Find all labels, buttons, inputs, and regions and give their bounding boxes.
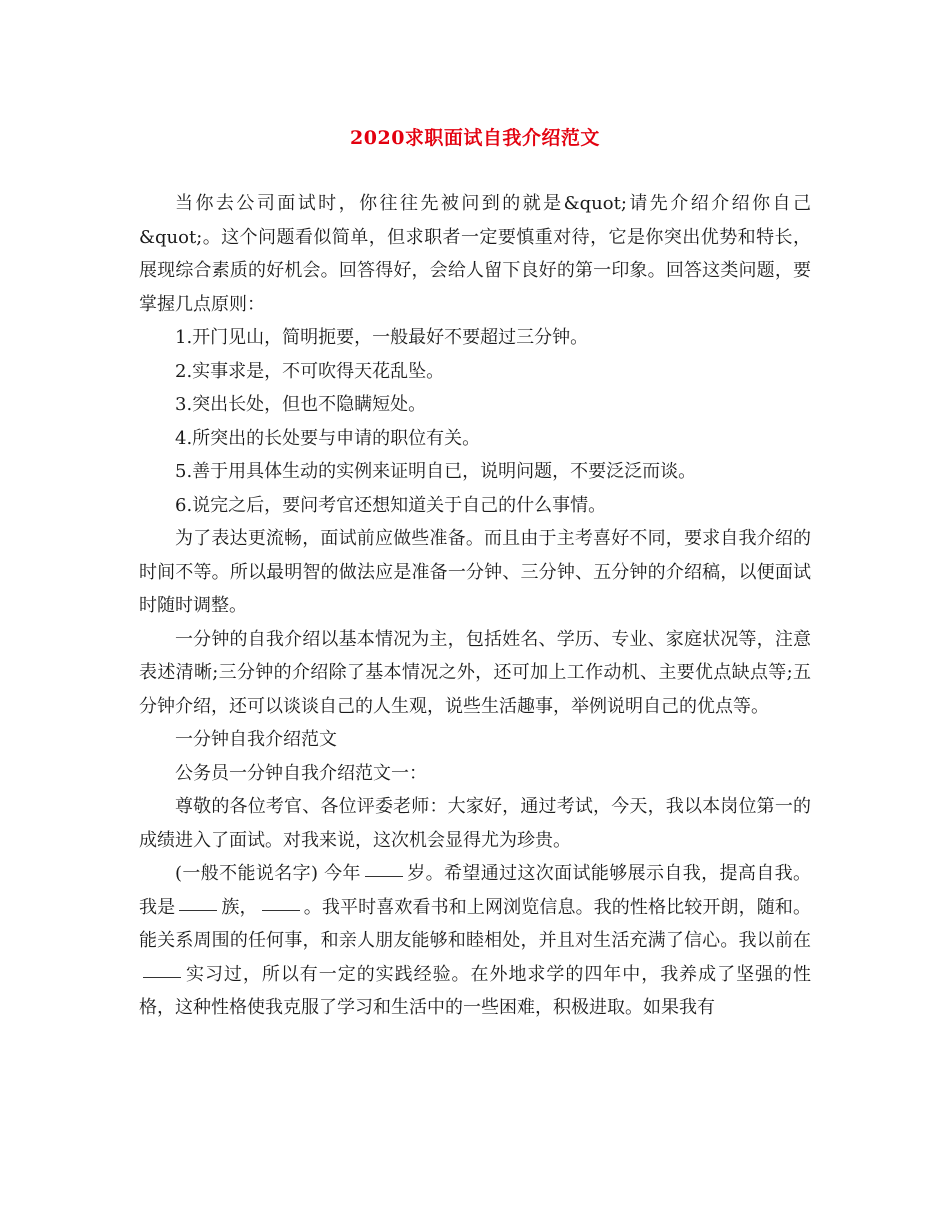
identity-blank [262,909,300,911]
ethnicity-blank [179,909,217,911]
greeting-paragraph: 尊敬的各位考官、各位评委老师：大家好，通过考试，今天，我以本岗位第一的成绩进入了面试。对我来说，这次机会显得尤为珍贵。 [139,796,811,851]
content-paragraph: 一分钟的自我介绍以基本情况为主，包括姓名、学历、专业、家庭状况等，注意表述清晰;三分钟的介绍除了基本情况之外，还可加上工作动机、主要优点缺点等;五分钟介绍，还可以谈谈自己的人生观，说些生活趣事，举例说明自己的优点等。 [139,628,811,717]
self-intro-text-c: 族， [221,896,258,918]
list-item-1: 1.开门见山，简明扼要，一般最好不要超过三分钟。 [175,327,589,348]
section-heading: 一分钟自我介绍范文 [175,729,337,750]
self-intro-text-e: 实习过，所以有一定的实践经验。在外地求学的四年中，我养成了坚强的性格，这种性格使我克服了学习和生活中的一些困难，积极进取。如果我有 [139,963,811,1018]
list-item-4: 4.所突出的长处要与申请的职位有关。 [175,427,481,449]
list-item-6: 6.说完之后，要问考官还想知道关于自己的什么事情。 [175,494,607,516]
list-item-3: 3.突出长处，但也不隐瞒短处。 [175,394,427,415]
list-item-5: 5.善于用具体生动的实例来证明自已，说明问题，不要泛泛而谈。 [175,461,697,482]
document-title: 2020求职面试自我介绍范文 [350,127,600,149]
self-intro-text-d: 。我平时喜欢看书和上网浏览信息。我的性格比较开朗，随和。能关系周围的任何事，和亲人朋友能够和睦相处，并且对生活充满了信心。我以前在 [139,896,812,951]
preparation-paragraph: 为了表达更流畅，面试前应做些准备。而且由于主考喜好不同，要求自我介绍的时间不等。所以最明智的做法应是准备一分钟、三分钟、五分钟的介绍稿，以便面试时随时调整。 [139,528,811,616]
internship-blank [143,976,181,978]
self-intro-text-b: 岁。希望通过这次面试能够展示自我，提高自我。我是 [139,863,811,918]
self-intro-text-a: (一般不能说名字) 今年 [175,863,361,884]
self-intro-paragraph [139,857,811,1025]
list-item-2: 2.实事求是，不可吹得天花乱坠。 [175,360,445,382]
age-blank [365,875,403,877]
subsection-heading: 公务员一分钟自我介绍范文一： [175,762,427,784]
intro-paragraph: 当你去公司面试时，你往往先被问到的就是&quot;请先介绍介绍你自己&quot;。这个问题看似简单，但求职者一定要慎重对待，它是你突出优势和特长，展现综合素质的好机会。回答得好，会给人留下良好的第一印象。回答这类问题，要掌握几点原则： [139,193,811,315]
document-body [139,187,811,1025]
